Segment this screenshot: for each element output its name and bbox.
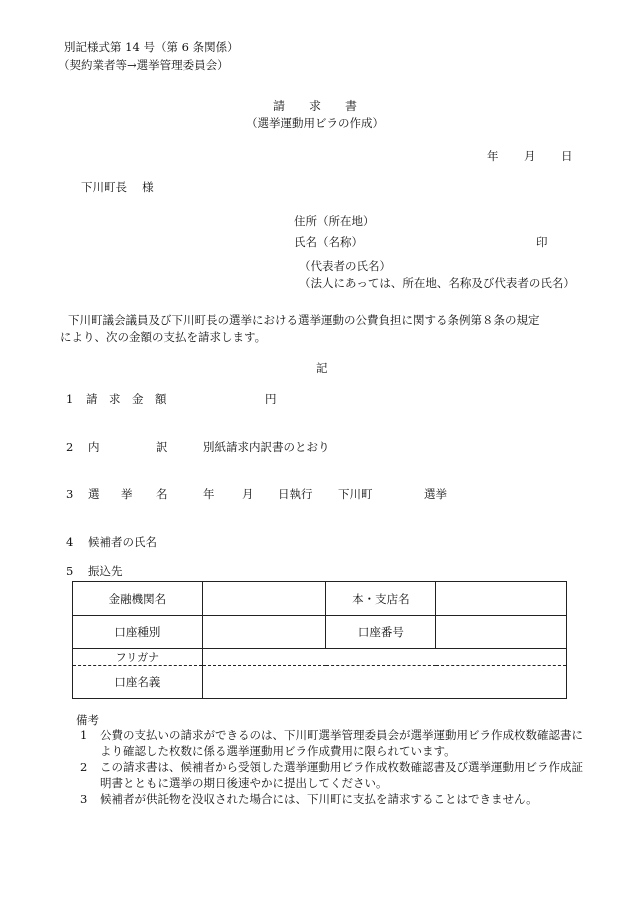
item2-label-b: 訳: [156, 440, 168, 454]
furigana-label: フリガナ: [73, 649, 203, 666]
branch-field: [436, 582, 567, 616]
note-1-text: 公費の支払いの請求ができるのは、下川町選挙管理委員会が選挙運動用ビラ作成枚数確認書により確認した枚数に係る選挙運動用ビラ作成費用に限られています。: [100, 728, 583, 758]
item3-day-executed: 日執行: [278, 487, 313, 501]
account-type-label: 口座種別: [73, 616, 203, 649]
note-3-number: 3: [80, 792, 88, 806]
bank-table-row-1: [73, 582, 567, 616]
bank-name-field: [202, 582, 326, 616]
name-label: 氏名（名称）: [294, 235, 363, 249]
note-2-number: 2: [80, 760, 88, 774]
ki-heading: 記: [316, 361, 328, 375]
item4-number: 4: [66, 535, 74, 549]
item5-label: 振込先: [88, 564, 123, 578]
furigana-field: [202, 649, 566, 666]
account-holder-label: 口座名義: [73, 666, 203, 699]
item3-town: 下川町: [338, 487, 373, 501]
item3-number: 3: [66, 487, 74, 501]
item2-value: 別紙請求内訳書のとおり: [203, 440, 330, 454]
bank-account-table: [72, 581, 567, 699]
note-2-text: この請求書は、候補者から受領した選挙運動用ビラ作成枚数確認書及び選挙運動用ビラ作成証明書とともに選挙の期日後速やかに提出してください。: [100, 760, 583, 790]
form-number: 別記様式第 14 号（第 6 条関係）: [64, 40, 239, 54]
address-label: 住所（所在地）: [294, 214, 375, 228]
account-holder-field: [202, 666, 566, 699]
item3-label-a: 選: [88, 487, 100, 501]
note-3-text: 候補者が供託物を没収された場合には、下川町に支払を請求することはできません。: [100, 792, 538, 806]
bank-table-row-4: [73, 666, 567, 699]
submission-direction: （契約業者等→選挙管理委員会）: [58, 58, 229, 72]
item2-label-a: 内: [88, 440, 100, 454]
representative-label: （代表者の氏名）: [299, 259, 391, 273]
date-month: 月: [524, 149, 536, 163]
item3-election: 選挙: [424, 487, 447, 501]
bank-name-label: 金融機関名: [73, 582, 203, 616]
addressee: 下川町長 様: [81, 180, 154, 194]
item2-number: 2: [66, 440, 74, 454]
note-1-number: 1: [80, 728, 88, 742]
account-type-field: [202, 616, 326, 649]
document-subtitle: （選挙運動用ビラの作成）: [246, 116, 384, 130]
corporation-note: （法人にあっては、所在地、名称及び代表者の氏名）: [299, 276, 575, 290]
body-text-line2: により、次の金額の支払を請求します。: [60, 330, 267, 344]
item4-label: 候補者の氏名: [88, 535, 157, 549]
notes-heading: 備考: [76, 713, 99, 727]
account-number-label: 口座番号: [326, 616, 436, 649]
item1-unit: 円: [265, 392, 277, 406]
body-text-line1: 下川町議会議員及び下川町長の選挙における選挙運動の公費負担に関する条例第８条の規定: [68, 313, 540, 327]
item3-year: 年: [203, 487, 215, 501]
branch-label: 本・支店名: [326, 582, 436, 616]
item1-number: 1: [66, 392, 74, 406]
document-title: 請 求 書: [272, 99, 357, 113]
date-day: 日: [561, 149, 573, 163]
seal-mark: 印: [536, 235, 548, 249]
bank-table-row-3: [73, 649, 567, 666]
account-number-field: [436, 616, 567, 649]
item1-label: 請 求 金 額: [86, 392, 167, 406]
item3-month: 月: [242, 487, 254, 501]
item5-number: 5: [66, 564, 74, 578]
item3-label-b: 挙: [121, 487, 133, 501]
item3-label-c: 名: [156, 487, 168, 501]
date-year: 年: [487, 149, 499, 163]
bank-table-row-2: [73, 616, 567, 649]
